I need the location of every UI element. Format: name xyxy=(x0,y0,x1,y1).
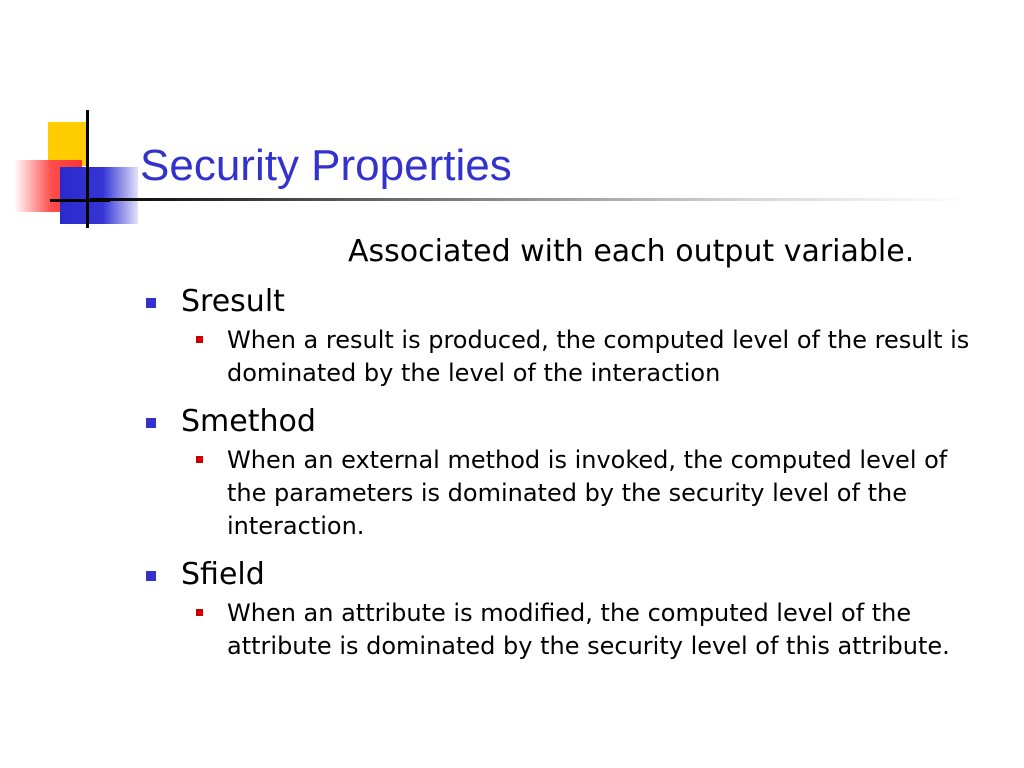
sub-bullet-text: When a result is produced, the computed level of the result is dominated by the level of the interaction xyxy=(227,326,970,387)
slide-title: Security Properties xyxy=(140,141,512,190)
sub-bullet xyxy=(0,322,1024,390)
sub-bullet-square-icon xyxy=(196,609,203,616)
bullet-item-sfield xyxy=(0,555,1024,663)
bullet-item-smethod xyxy=(0,402,1024,543)
bullet-label: Sfield xyxy=(181,557,265,592)
bullet-item-sresult xyxy=(0,282,1024,390)
bullet-square-icon xyxy=(146,298,156,308)
sub-bullet-square-icon xyxy=(196,336,203,343)
sub-bullet xyxy=(0,442,1024,543)
decoration-blue-square xyxy=(60,167,138,224)
decoration-vertical-line xyxy=(86,110,89,228)
sub-bullet xyxy=(0,595,1024,663)
bullet-square-icon xyxy=(146,418,156,428)
intro-text: Associated with each output variable. xyxy=(348,234,915,269)
bullet-square-icon xyxy=(146,571,156,581)
bullet-list xyxy=(0,282,1024,675)
bullet-label: Smethod xyxy=(181,404,316,439)
title-decoration xyxy=(0,0,140,240)
title-underline xyxy=(90,198,970,201)
sub-bullet-text: When an attribute is modified, the computed level of the attribute is dominated by the security level of this attribute. xyxy=(227,599,950,660)
sub-bullet-text: When an external method is invoked, the computed level of the parameters is dominated by the security level of the interaction. xyxy=(227,446,948,540)
sub-bullet-square-icon xyxy=(196,456,203,463)
bullet-label: Sresult xyxy=(181,284,285,319)
